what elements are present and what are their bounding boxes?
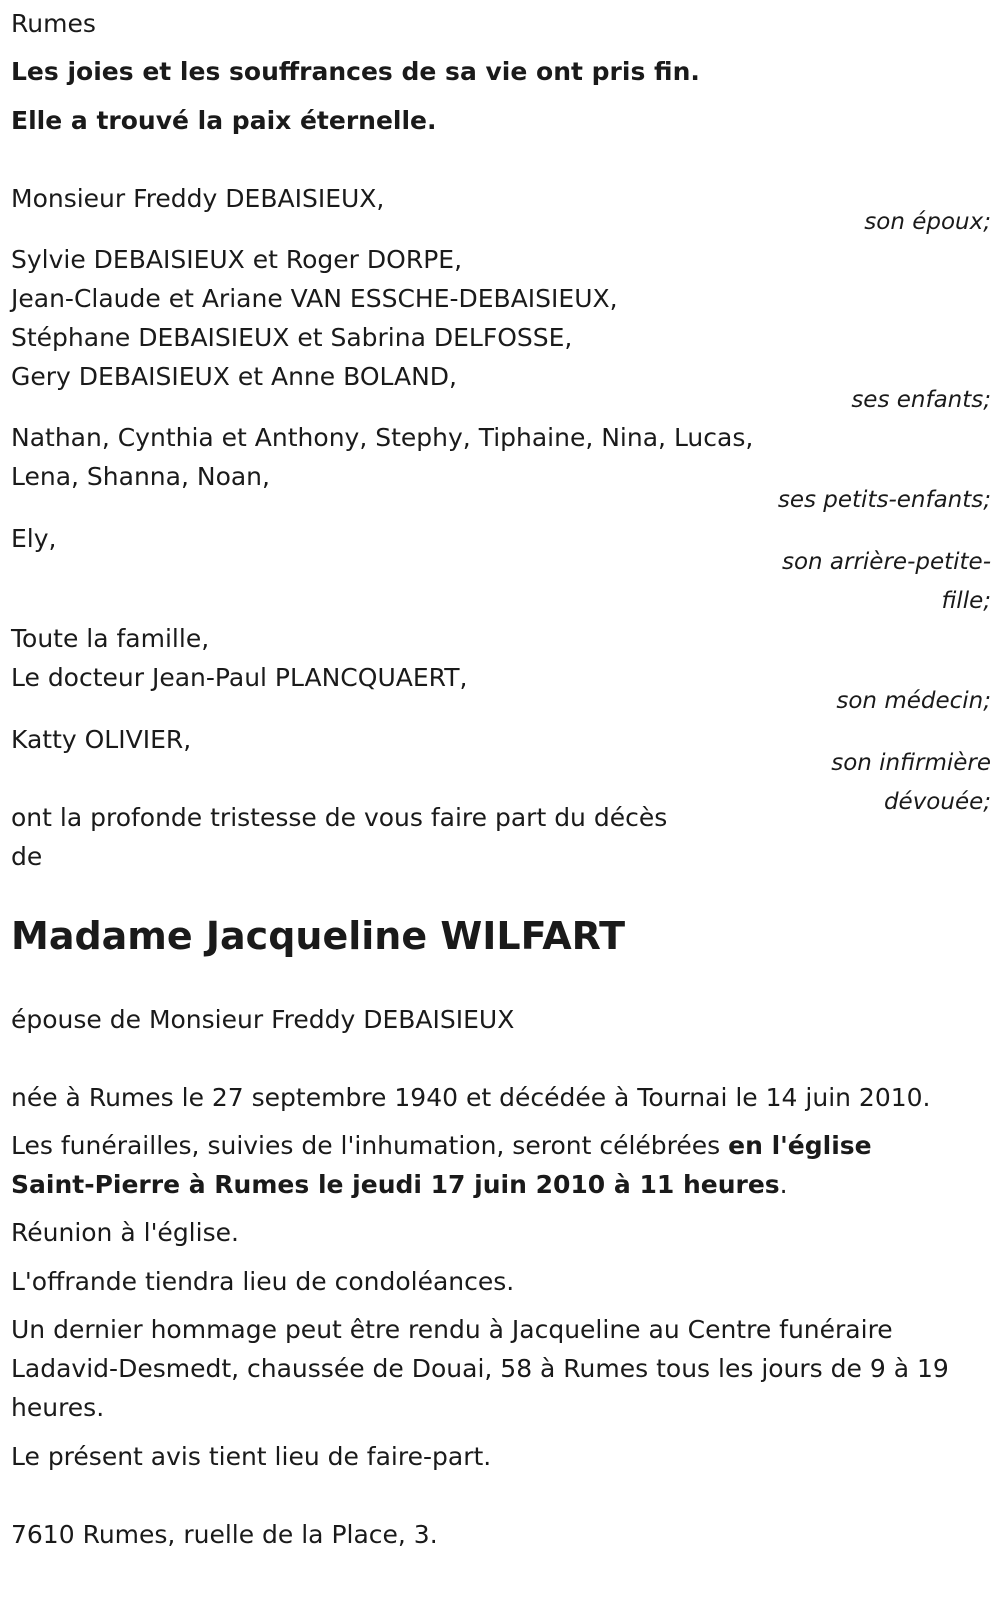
announcement-line-1: ont la profonde tristesse de vous faire part du décès: [11, 803, 668, 832]
child-3: Stéphane DEBAISIEUX et Sabrina DELFOSSE,: [11, 323, 573, 352]
child-4: Gery DEBAISIEUX et Anne BOLAND,: [11, 362, 457, 391]
notice-line: Le présent avis tient lieu de faire-part.: [11, 1442, 492, 1471]
funeral-date-time: Saint-Pierre à Rumes le jeudi 17 juin 2010 à 11 heures: [11, 1170, 780, 1199]
birth-death-line: née à Rumes le 27 septembre 1940 et décédée à Tournai le 14 juin 2010.: [11, 1083, 931, 1112]
nurse-name: Katty OLIVIER,: [11, 725, 192, 754]
great-grandchild-role-1: son arrière-petite-: [781, 549, 991, 575]
child-2: Jean-Claude et Ariane VAN ESSCHE-DEBAISIEUX,: [11, 284, 618, 313]
funeral-line-2: [11, 1165, 788, 1205]
tribute-line-2: Ladavid-Desmedt, chaussée de Douai, 58 à Rumes tous les jours de 9 à 19: [11, 1354, 949, 1383]
nurse-role-1: son infirmière: [831, 750, 991, 776]
doctor-name: Le docteur Jean-Paul PLANCQUAERT,: [11, 663, 468, 692]
announcement-line-2: de: [11, 842, 43, 871]
nurse-role-2: dévouée;: [883, 789, 991, 815]
quote-line-1: Les joies et les souffrances de sa vie ont pris fin.: [11, 57, 700, 86]
address-line: 7610 Rumes, ruelle de la Place, 3.: [11, 1520, 438, 1549]
tribute-line-3: heures.: [11, 1393, 105, 1422]
funeral-period: .: [779, 1170, 788, 1199]
great-grandchild-role-2: fille;: [941, 588, 991, 614]
great-grandchild-name: Ely,: [11, 524, 57, 553]
spouse-line: épouse de Monsieur Freddy DEBAISIEUX: [11, 1005, 515, 1034]
funeral-line-1: [11, 1126, 872, 1166]
husband-role: son époux;: [864, 209, 991, 235]
location-heading: Rumes: [11, 9, 96, 38]
deceased-name: Madame Jacqueline WILFART: [11, 914, 626, 958]
whole-family: Toute la famille,: [11, 624, 210, 653]
child-1: Sylvie DEBAISIEUX et Roger DORPE,: [11, 245, 463, 274]
reunion-line: Réunion à l'église.: [11, 1218, 239, 1247]
grandchildren-role: ses petits-enfants;: [777, 487, 991, 513]
quote-line-2: Elle a trouvé la paix éternelle.: [11, 106, 437, 135]
doctor-role: son médecin;: [836, 688, 991, 714]
children-role: ses enfants;: [851, 387, 991, 413]
grandchildren-line-2: Lena, Shanna, Noan,: [11, 462, 270, 491]
husband-name: Monsieur Freddy DEBAISIEUX,: [11, 184, 385, 213]
offering-line: L'offrande tiendra lieu de condoléances.: [11, 1267, 515, 1296]
tribute-line-1: Un dernier hommage peut être rendu à Jacqueline au Centre funéraire: [11, 1315, 893, 1344]
grandchildren-line-1: Nathan, Cynthia et Anthony, Stephy, Tiphaine, Nina, Lucas,: [11, 423, 754, 452]
funeral-text: Les funérailles, suivies de l'inhumation, seront célébrées: [11, 1131, 729, 1160]
funeral-church: en l'église: [728, 1131, 872, 1160]
